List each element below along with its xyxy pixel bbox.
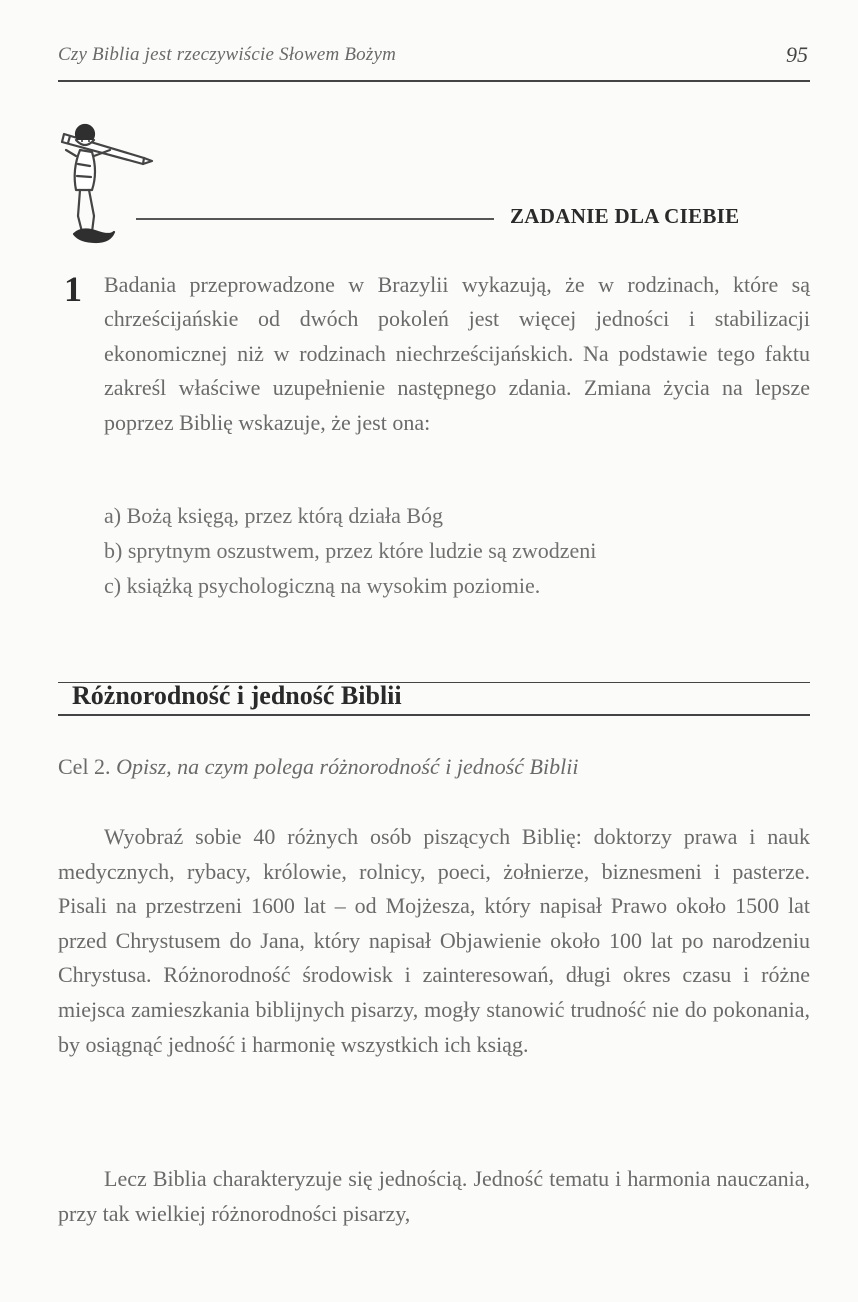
page-number: 95 xyxy=(786,42,808,67)
goal-description: Opisz, na czym polega różnorodność i jedność Biblii xyxy=(116,754,579,779)
task-option: c) książką psychologiczną na wysokim poziomie. xyxy=(104,573,541,598)
section-goal xyxy=(58,754,810,780)
running-title: Czy Biblia jest rzeczywiście Słowem Bożym xyxy=(58,44,397,65)
task-option: b) sprytnym oszustwem, przez które ludzie są zwodzeni xyxy=(104,538,597,563)
section-title: Różnorodność i jedność Biblii xyxy=(72,681,402,710)
task-number: 1 xyxy=(64,269,82,309)
body-paragraph: Wyobraź sobie 40 różnych osób piszących Biblię: doktorzy prawa i nauk medycznych, rybacy, królowie, rolnicy, poeci, żołnierze, biznesmeni i pasterze. Pisali na przestrzeni 1600 lat – od Mojżesza, który napisał Prawo około 1500 lat przed Chrystusem do Jana, który napisał Objawienie około 100 lat po narodzeniu Chrystusa. Różnorodność środowisk i zainteresowań, długi okres czasu i różne miejsca zamieszkania biblijnych pisarzy, mogły stanowić trudność nie do pokonania, by osiągnąć jedność i harmonię wszystkich ich ksiąg. xyxy=(58,824,810,1057)
body-paragraph: Lecz Biblia charakteryzuje się jednością. Jedność tematu i harmonia nauczania, przy tak wielkiej różnorodności pisarzy, xyxy=(58,1166,810,1226)
task-text: Badania przeprowadzone w Brazylii wykazują, że w rodzinach, które są chrześcijańskie od dwóch pokoleń jest więcej jedności i stabilizacji ekonomicznej niż w rodzinach niechrześcijańskich. Na podstawie tego faktu zakreśl właściwe uzupełnienie następnego zdania. Zmiana życia na lepsze poprzez Biblię wskazuje, że jest ona: xyxy=(104,272,810,435)
section-rule-bottom xyxy=(58,714,810,716)
goal-label: Cel 2. xyxy=(58,754,111,779)
task-option: a) Bożą księgą, przez którą działa Bóg xyxy=(104,503,444,528)
writer-with-pencil-icon xyxy=(52,120,167,250)
task-heading-rule xyxy=(136,218,494,220)
task-options xyxy=(104,498,810,603)
running-header xyxy=(58,40,810,82)
task-heading: ZADANIE DLA CIEBIE xyxy=(510,204,740,228)
